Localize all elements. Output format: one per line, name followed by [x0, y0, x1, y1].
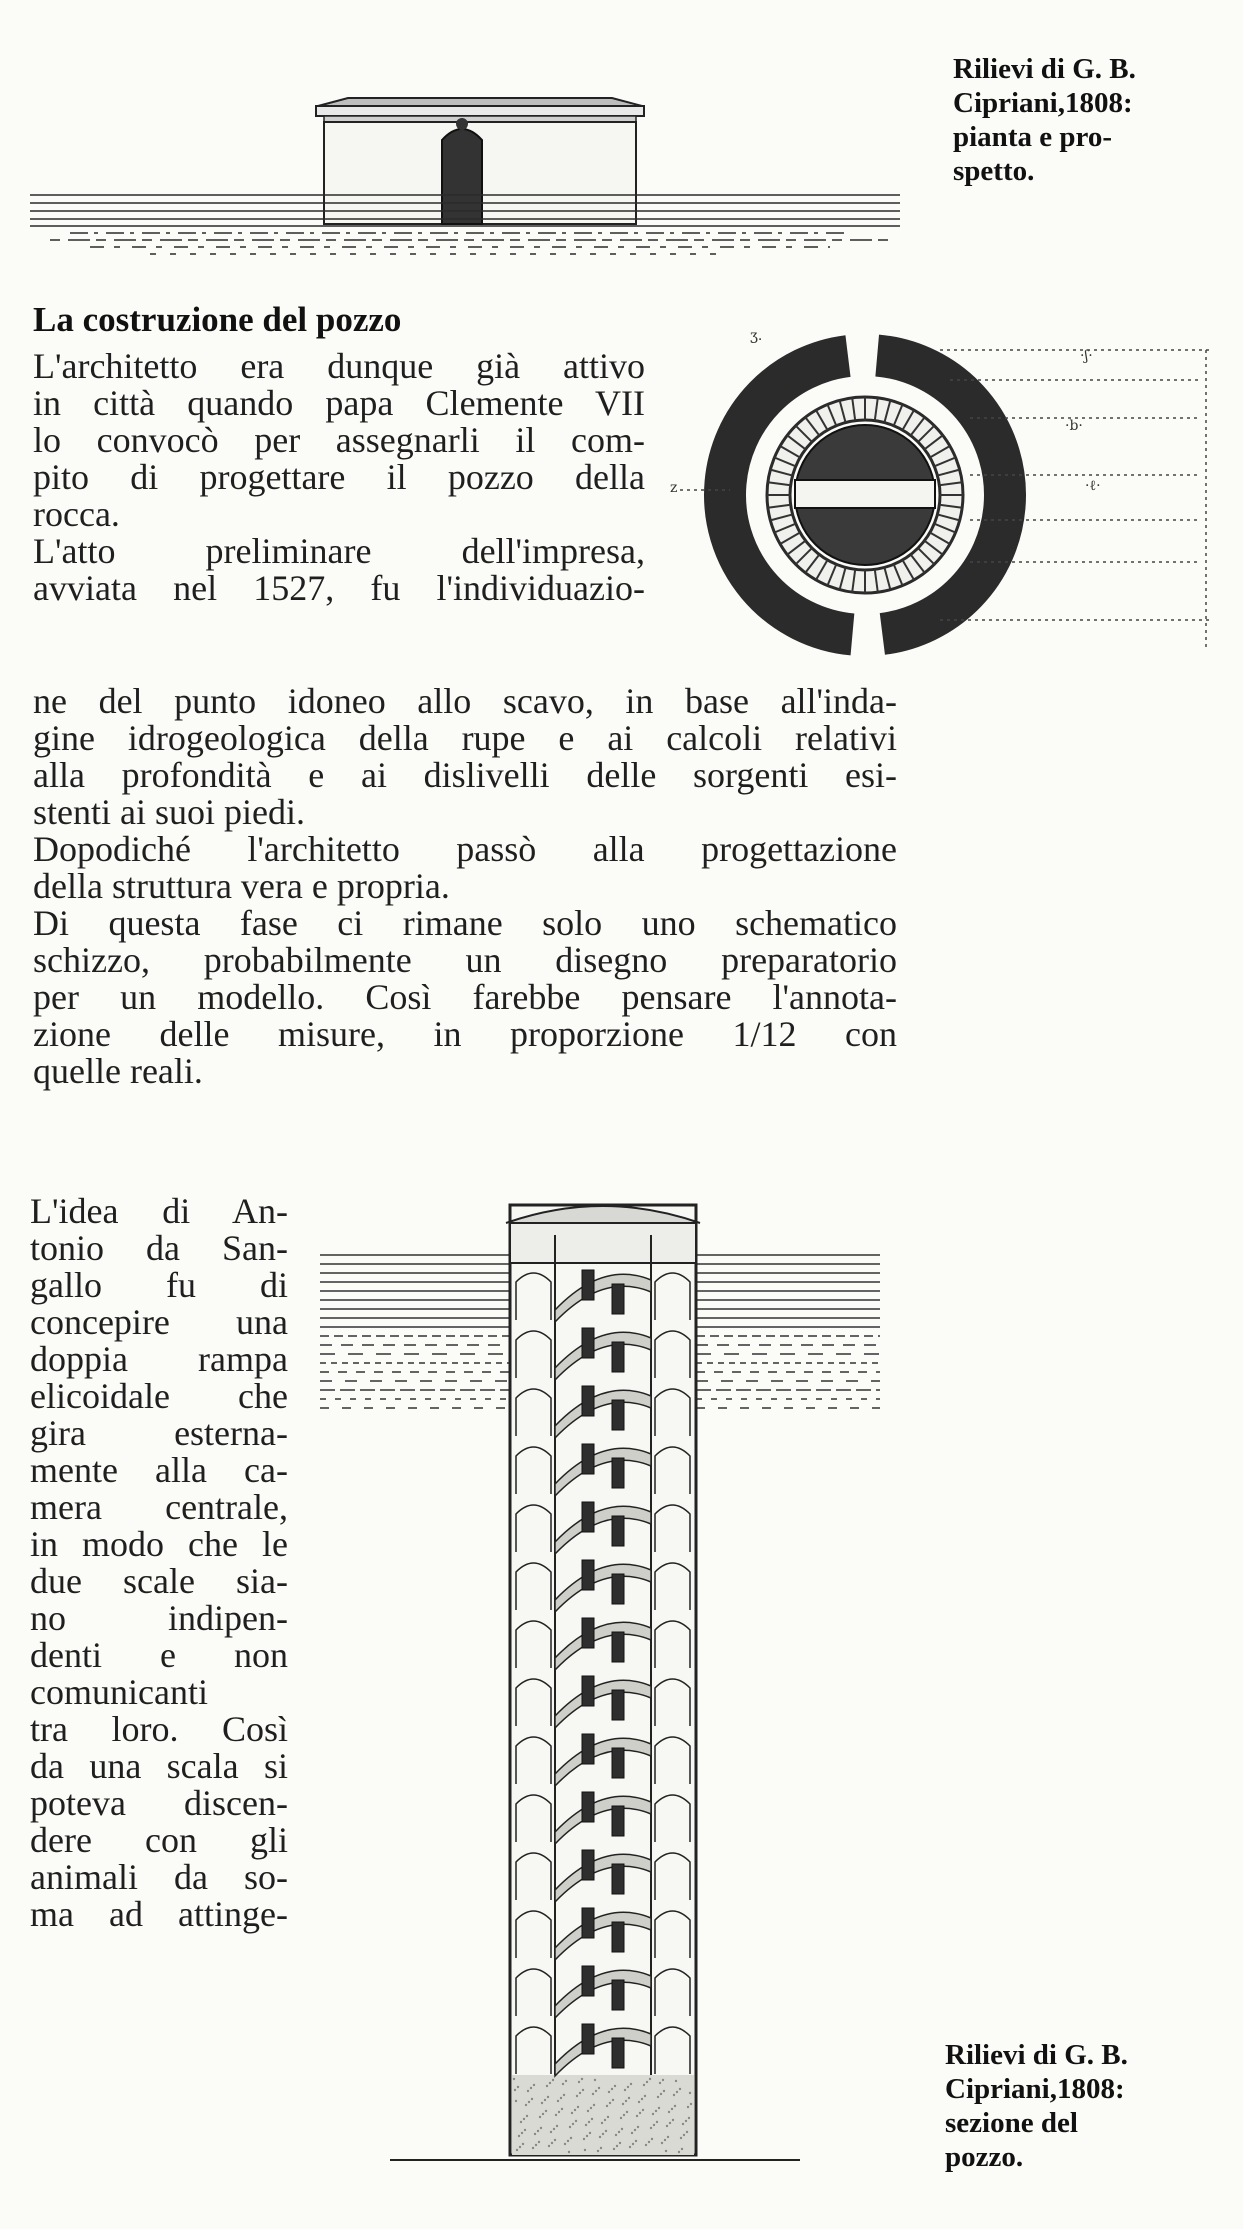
text-line: elicoidale che [30, 1376, 288, 1416]
svg-text:·ℓ·: ·ℓ· [1085, 478, 1101, 494]
text-line: L'architetto era dunque già attivo [33, 346, 645, 386]
text-line: in modo che le [30, 1524, 288, 1564]
text-line: poteva discen- [30, 1783, 288, 1823]
caption-line: pozzo. [945, 2141, 1024, 2173]
text-line: pito di progettare il pozzo della [33, 457, 645, 497]
text-line: animali da so- [30, 1857, 288, 1897]
text-line: mera centrale, [30, 1487, 288, 1527]
text-line: gine idrogeologica della rupe e ai calcoli relativi [33, 718, 897, 758]
text-line: in città quando papa Clemente VII [33, 383, 645, 423]
well-house-elevation-drawing [30, 70, 910, 260]
svg-text:·b·: ·b· [1065, 418, 1083, 434]
text-line: tonio da San- [30, 1228, 288, 1268]
text-line: gallo fu di [30, 1265, 288, 1305]
text-line: denti e non [30, 1635, 288, 1675]
text-line: concepire una [30, 1302, 288, 1342]
paragraph-full [33, 683, 897, 1090]
text-line: schizzo, probabilmente un disegno preparatorio [33, 940, 897, 980]
caption-line: Rilievi di G. B. [953, 53, 1136, 85]
paragraph-narrow [33, 348, 645, 607]
caption-line: pianta e pro- [953, 121, 1112, 153]
text-line: stenti ai suoi piedi. [33, 792, 305, 832]
text-line: doppia rampa [30, 1339, 288, 1379]
caption-section [945, 2038, 1215, 2174]
section-heading: La costruzione del pozzo [33, 300, 402, 339]
text-line: gira esterna- [30, 1413, 288, 1453]
text-line: zione delle misure, in proporzione 1/12 con [33, 1014, 897, 1054]
well-plan-drawing [640, 300, 1220, 670]
caption-line: spetto. [953, 155, 1035, 187]
text-line: mente alla ca- [30, 1450, 288, 1490]
text-line: Di questa fase ci rimane solo uno schematico [33, 903, 897, 943]
text-line: comunicanti [30, 1672, 208, 1712]
svg-text:·ʃ·: ·ʃ· [1080, 348, 1093, 364]
text-line: ma ad attinge- [30, 1894, 288, 1934]
text-line: avviata nel 1527, fu l'individuazio- [33, 568, 645, 608]
text-line: L'idea di An- [30, 1191, 288, 1231]
text-line: no indipen- [30, 1598, 288, 1638]
text-line: due scale sia- [30, 1561, 288, 1601]
text-line: L'atto preliminare dell'impresa, [33, 531, 645, 571]
paragraph-column [30, 1193, 288, 1933]
caption-line: sezione del [945, 2107, 1078, 2139]
caption-line: Rilievi di G. B. [945, 2039, 1128, 2071]
caption-line: Cipriani,1808: [953, 87, 1133, 119]
text-line: rocca. [33, 494, 120, 534]
well-section-drawing [320, 1195, 900, 2170]
svg-text:z: z [670, 480, 678, 496]
text-line: tra loro. Così [30, 1709, 288, 1749]
text-line: alla profondità e ai dislivelli delle sorgenti esi- [33, 755, 897, 795]
text-line: dere con gli [30, 1820, 288, 1860]
svg-text:ʒ.: ʒ. [750, 328, 763, 344]
text-line: lo convocò per assegnarli il com- [33, 420, 645, 460]
caption-elevation [953, 52, 1213, 188]
caption-line: Cipriani,1808: [945, 2073, 1125, 2105]
text-line: ne del punto idoneo allo scavo, in base all'inda- [33, 681, 897, 721]
text-line: per un modello. Così farebbe pensare l'annota- [33, 977, 897, 1017]
text-line: della struttura vera e propria. [33, 866, 450, 906]
text-line: Dopodiché l'architetto passò alla progettazione [33, 829, 897, 869]
text-line: quelle reali. [33, 1051, 203, 1091]
text-line: da una scala si [30, 1746, 288, 1786]
